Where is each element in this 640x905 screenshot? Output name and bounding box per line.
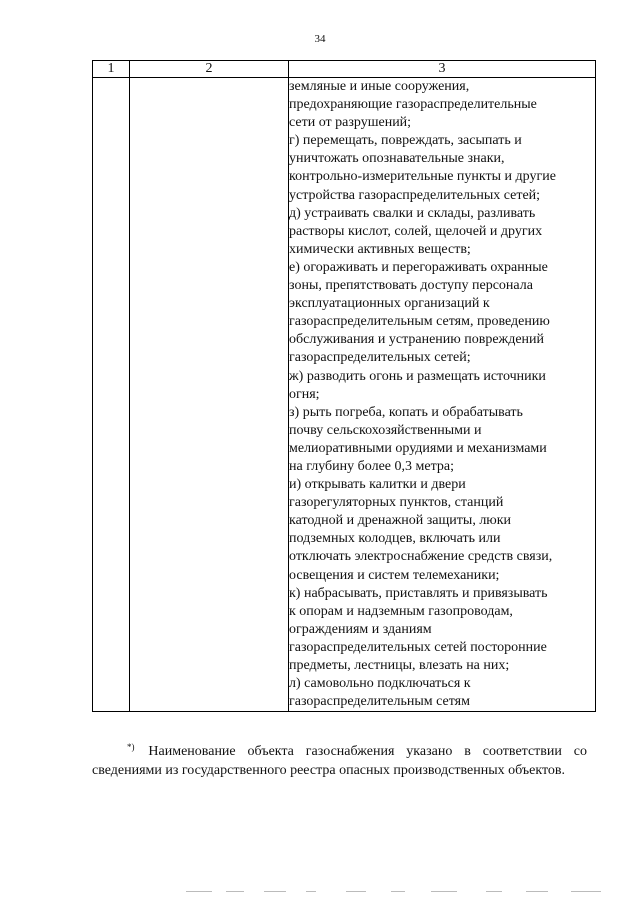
text-line: зоны, препятствовать доступу персонала — [289, 278, 533, 294]
text-line: растворы кислот, солей, щелочей и других — [289, 223, 543, 239]
text-line: земляные и иные сооружения, — [289, 79, 470, 94]
text-line: газораспределительным сетям — [289, 694, 470, 710]
text-line: д) устраивать свалки и склады, разливать — [289, 205, 536, 221]
text-line: е) огораживать и перегораживать охранные — [289, 259, 548, 275]
text-line: газорегуляторных пунктов, станций — [289, 495, 504, 511]
text-line: к опорам и надземным газопроводам, — [289, 603, 513, 619]
text-line: химически активных веществ; — [289, 241, 471, 257]
text-line: ж) разводить огонь и размещать источники — [289, 368, 546, 384]
text-line: огня; — [289, 386, 320, 402]
column-header-1: 1 — [93, 61, 130, 78]
text-line: г) перемещать, повреждать, засыпать и — [289, 133, 522, 149]
scan-footer-marks — [186, 889, 606, 895]
text-line: ограждениям и зданиям — [289, 621, 432, 637]
text-line: газораспределительным сетям, проведению — [289, 314, 550, 330]
text-line: на глубину более 0,3 метра; — [289, 458, 454, 474]
footnote-text: Наименование объекта газоснабжения указано в соответствии со сведениями из государственного реестра опасных производственных объектов. — [92, 744, 587, 778]
document-table — [92, 60, 596, 712]
text-line: уничтожать опознавательные знаки, — [289, 151, 505, 167]
text-line: устройства газораспределительных сетей; — [289, 187, 541, 203]
text-line: к) набрасывать, приставлять и привязывать — [289, 585, 548, 601]
text-line: подземных колодцев, включать или — [289, 531, 501, 547]
column-header-2: 2 — [130, 61, 289, 78]
column-header-3: 3 — [289, 61, 596, 78]
table-row — [93, 78, 596, 712]
text-line: сети от разрушений; — [289, 115, 412, 131]
text-line: отключать электроснабжение средств связи, — [289, 549, 553, 565]
table-header-row — [93, 61, 596, 78]
text-line: контрольно-измерительные пункты и другие — [289, 169, 556, 185]
text-line: обслуживания и устранению повреждений — [289, 332, 545, 348]
cell-col-2 — [130, 78, 289, 712]
text-line: з) рыть погреба, копать и обрабатывать — [289, 404, 523, 420]
text-line: и) открывать калитки и двери — [289, 477, 466, 493]
text-line: предохраняющие газораспределительные — [289, 97, 537, 113]
text-line: л) самовольно подключаться к — [289, 676, 471, 692]
text-line: газораспределительных сетей посторонние — [289, 639, 547, 655]
text-line: освещения и систем телемеханики; — [289, 567, 500, 583]
cell-col-1 — [93, 78, 130, 712]
text-line: катодной и дренажной защиты, люки — [289, 513, 512, 529]
text-line: эксплуатационных организаций к — [289, 296, 490, 312]
cell-col-3 — [289, 78, 596, 712]
text-line: мелиоративными орудиями и механизмами — [289, 440, 547, 456]
footnote — [92, 738, 587, 780]
footnote-marker: *) — [127, 742, 135, 752]
text-line: почву сельскохозяйственными и — [289, 422, 482, 438]
text-line: предметы, лестницы, влезать на них; — [289, 658, 510, 673]
text-line: газораспределительных сетей; — [289, 350, 471, 366]
page-number: 34 — [314, 33, 326, 45]
